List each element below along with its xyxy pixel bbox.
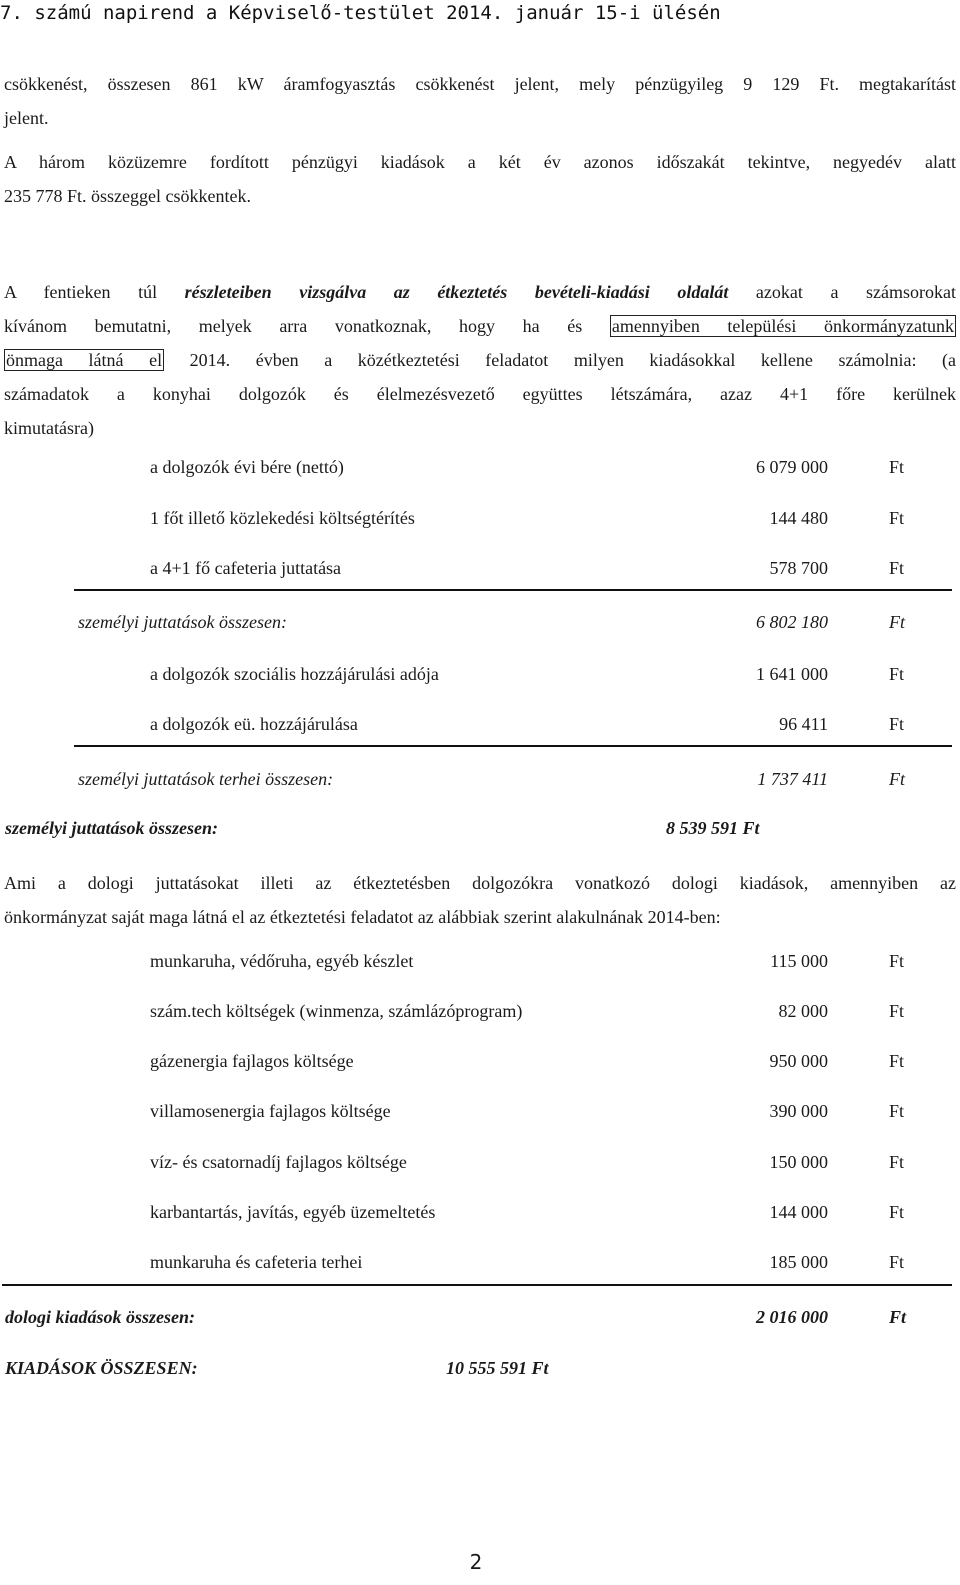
total-currency: Ft bbox=[889, 1307, 907, 1327]
row-label: szám.tech költségek (winmenza, számlázóprogram) bbox=[150, 1001, 523, 1021]
row-amount: 144 480 bbox=[769, 508, 828, 528]
divider bbox=[74, 589, 952, 591]
row-amount: 6 079 000 bbox=[756, 457, 828, 477]
total-label: dologi kiadások összesen: bbox=[5, 1307, 196, 1327]
subtotal-amount: 6 802 180 bbox=[756, 612, 828, 632]
row-currency: Ft bbox=[889, 508, 905, 528]
row-currency: Ft bbox=[889, 714, 905, 734]
row-currency: Ft bbox=[889, 1252, 905, 1272]
page-header: 7. számú napirend a Képviselő-testület 2014. január 15-i ülésén bbox=[0, 2, 721, 24]
text-line: önkormányzat saját maga látná el az étkeztetési feladatot az alábbiak szerint alakulnának 2014-ben: bbox=[4, 907, 721, 927]
divider bbox=[2, 1284, 952, 1286]
subtotal-currency: Ft bbox=[889, 769, 905, 789]
highlight-box: önmaga látná el bbox=[6, 350, 163, 370]
subtotal-currency: Ft bbox=[889, 612, 905, 632]
text-run: A fentieken túl bbox=[4, 282, 185, 302]
intro-paragraph-1 bbox=[4, 67, 956, 135]
emphasis-text: részleteiben vizsgálva az étkeztetés bevételi-kiadási oldalát bbox=[184, 282, 729, 302]
row-amount: 82 000 bbox=[778, 1001, 828, 1021]
text-line: számadatok a konyhai dolgozók és élelmezésvezető együttes létszámára, azaz 4+1 főre kerülnek bbox=[4, 384, 956, 404]
divider bbox=[74, 745, 952, 747]
highlight-box: amennyiben települési önkormányzatunk bbox=[611, 316, 954, 336]
intro-paragraph-2 bbox=[4, 145, 956, 213]
row-label: a dolgozók eü. hozzájárulása bbox=[150, 714, 358, 734]
total-label: személyi juttatások összesen: bbox=[5, 818, 219, 838]
row-label: a 4+1 fő cafeteria juttatása bbox=[150, 558, 342, 578]
row-amount: 390 000 bbox=[769, 1101, 828, 1121]
row-currency: Ft bbox=[889, 1101, 905, 1121]
row-label: a dolgozók szociális hozzájárulási adója bbox=[150, 664, 439, 684]
row-currency: Ft bbox=[889, 1001, 905, 1021]
row-amount: 1 641 000 bbox=[756, 664, 828, 684]
row-label: munkaruha, védőruha, egyéb készlet bbox=[150, 951, 414, 971]
text-line: Ami a dologi juttatásokat illeti az étkeztetésben dolgozókra vonatkozó dologi kiadások, amennyiben az bbox=[4, 873, 956, 893]
text-line bbox=[4, 309, 956, 343]
material-intro-paragraph bbox=[4, 866, 956, 934]
row-label: villamosenergia fajlagos költsége bbox=[150, 1101, 391, 1121]
row-label: munkaruha és cafeteria terhei bbox=[150, 1252, 363, 1272]
row-label: karbantartás, javítás, egyéb üzemeltetés bbox=[150, 1202, 436, 1222]
text-line: csökkenést, összesen 861 kW áramfogyasztás csökkenést jelent, mely pénzügyileg 9 129 Ft. megtakarítást bbox=[4, 74, 956, 94]
grand-total-label: KIADÁSOK ÖSSZESEN: bbox=[5, 1358, 198, 1378]
text-line: 235 778 Ft. összeggel csökkentek. bbox=[4, 186, 251, 206]
row-currency: Ft bbox=[889, 951, 905, 971]
text-line bbox=[4, 275, 956, 309]
subtotal-label: személyi juttatások összesen: bbox=[78, 612, 287, 632]
subtotal-amount: 1 737 411 bbox=[757, 769, 828, 789]
row-amount: 144 000 bbox=[769, 1202, 828, 1222]
row-amount: 115 000 bbox=[770, 951, 828, 971]
text-line: A három közüzemre fordított pénzügyi kiadások a két év azonos időszakát tekintve, negyedév alatt bbox=[4, 152, 956, 172]
subtotal-label: személyi juttatások terhei összesen: bbox=[78, 769, 334, 789]
grand-total-amount: 10 555 591 Ft bbox=[446, 1358, 549, 1378]
row-currency: Ft bbox=[889, 1152, 905, 1172]
analysis-paragraph bbox=[4, 275, 956, 445]
text-run: azokat a számsorokat bbox=[728, 282, 956, 302]
row-label: gázenergia fajlagos költsége bbox=[150, 1051, 354, 1071]
text-run: kívánom bemutatni, melyek arra vonatkoznak, hogy ha és bbox=[4, 316, 610, 336]
text-line: kimutatásra) bbox=[4, 418, 94, 438]
row-amount: 950 000 bbox=[769, 1051, 828, 1071]
row-currency: Ft bbox=[889, 457, 905, 477]
row-currency: Ft bbox=[889, 1202, 905, 1222]
row-currency: Ft bbox=[889, 664, 905, 684]
row-currency: Ft bbox=[889, 1051, 905, 1071]
row-amount: 578 700 bbox=[769, 558, 828, 578]
text-line: jelent. bbox=[4, 108, 49, 128]
row-currency: Ft bbox=[889, 558, 905, 578]
text-line bbox=[4, 343, 956, 377]
total-amount: 8 539 591 Ft bbox=[666, 818, 760, 838]
row-amount: 185 000 bbox=[769, 1252, 828, 1272]
row-label: 1 főt illető közlekedési költségtérítés bbox=[150, 508, 415, 528]
text-run: 2014. évben a közétkeztetési feladatot milyen kiadásokkal kellene számolnia: (a bbox=[164, 350, 956, 370]
total-amount: 2 016 000 bbox=[756, 1307, 828, 1327]
row-label: víz- és csatornadíj fajlagos költsége bbox=[150, 1152, 407, 1172]
row-amount: 96 411 bbox=[779, 714, 828, 734]
page-number: 2 bbox=[469, 1550, 483, 1574]
row-label: a dolgozók évi bére (nettó) bbox=[150, 457, 344, 477]
row-amount: 150 000 bbox=[769, 1152, 828, 1172]
